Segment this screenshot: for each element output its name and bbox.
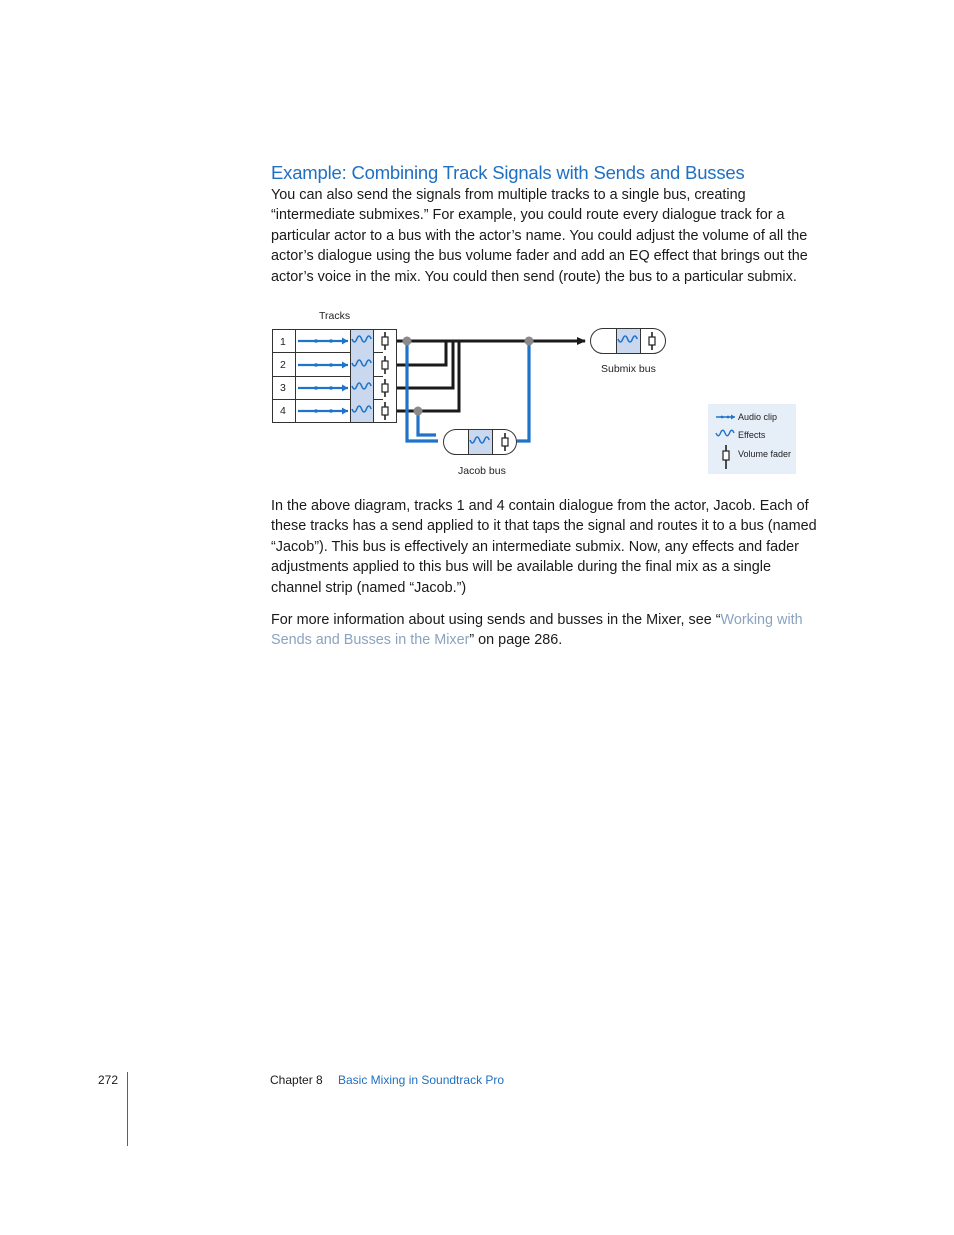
- footer-rule: [127, 1072, 128, 1146]
- send-tap-submix: [525, 337, 534, 346]
- more-info-paragraph: [271, 610, 819, 651]
- routing-diagram: [0, 0, 954, 500]
- more-info-suffix: ” on page 286.: [469, 632, 563, 649]
- tracks-label: Tracks: [319, 310, 351, 322]
- track-signal-routes: [397, 341, 585, 411]
- track-number-4: 4: [280, 405, 286, 417]
- send-tap-track-1: [403, 337, 412, 346]
- page-number: 272: [98, 1073, 119, 1087]
- track-strips: [273, 330, 397, 423]
- send-routes: [407, 341, 529, 441]
- track-number-2: 2: [280, 359, 286, 371]
- send-tap-track-4: [414, 407, 423, 416]
- chapter-title: Basic Mixing in Soundtrack Pro: [338, 1073, 505, 1087]
- legend-audio-clip-label: Audio clip: [738, 412, 778, 422]
- legend: [708, 404, 796, 474]
- legend-volume-fader-label: Volume fader: [738, 449, 792, 459]
- section-heading: Example: Combining Track Signals with Sends and Busses: [271, 162, 745, 183]
- jacob-bus-label: Jacob bus: [458, 465, 506, 477]
- cross-reference-link[interactable]: Working with Sends and Busses in the Mixer: [271, 612, 803, 649]
- submix-bus: [591, 329, 666, 354]
- track-number-1: 1: [280, 336, 286, 348]
- legend-effects-label: Effects: [738, 430, 766, 440]
- submix-bus-label: Submix bus: [601, 363, 656, 375]
- explanation-paragraph: In the above diagram, tracks 1 and 4 contain dialogue from the actor, Jacob. Each of these tracks has a send applied to it that taps the signal and routes it to a bus (named “Jacob”). This bus is effectively an intermediate submix. Now, any effects and fader adjustments applied to this bus will be available during the final mix as a single channel strip (named “Jacob.”): [271, 498, 817, 596]
- jacob-bus: [444, 430, 517, 455]
- chapter-label: Chapter 8: [270, 1073, 323, 1087]
- more-info-prefix: For more information about using sends and busses in the Mixer, see “: [271, 612, 721, 628]
- intro-paragraph: You can also send the signals from multiple tracks to a single bus, creating “intermediate submixes.” For example, you could route every dialogue track for a particular actor to a bus with the actor’s name. You could adjust the volume of all the actor’s dialogue using the bus volume fader and add an EQ effect that brings out the actor’s voice in the mix. You could then send (route) the bus to a particular submix.: [271, 187, 808, 285]
- track-number-3: 3: [280, 382, 286, 394]
